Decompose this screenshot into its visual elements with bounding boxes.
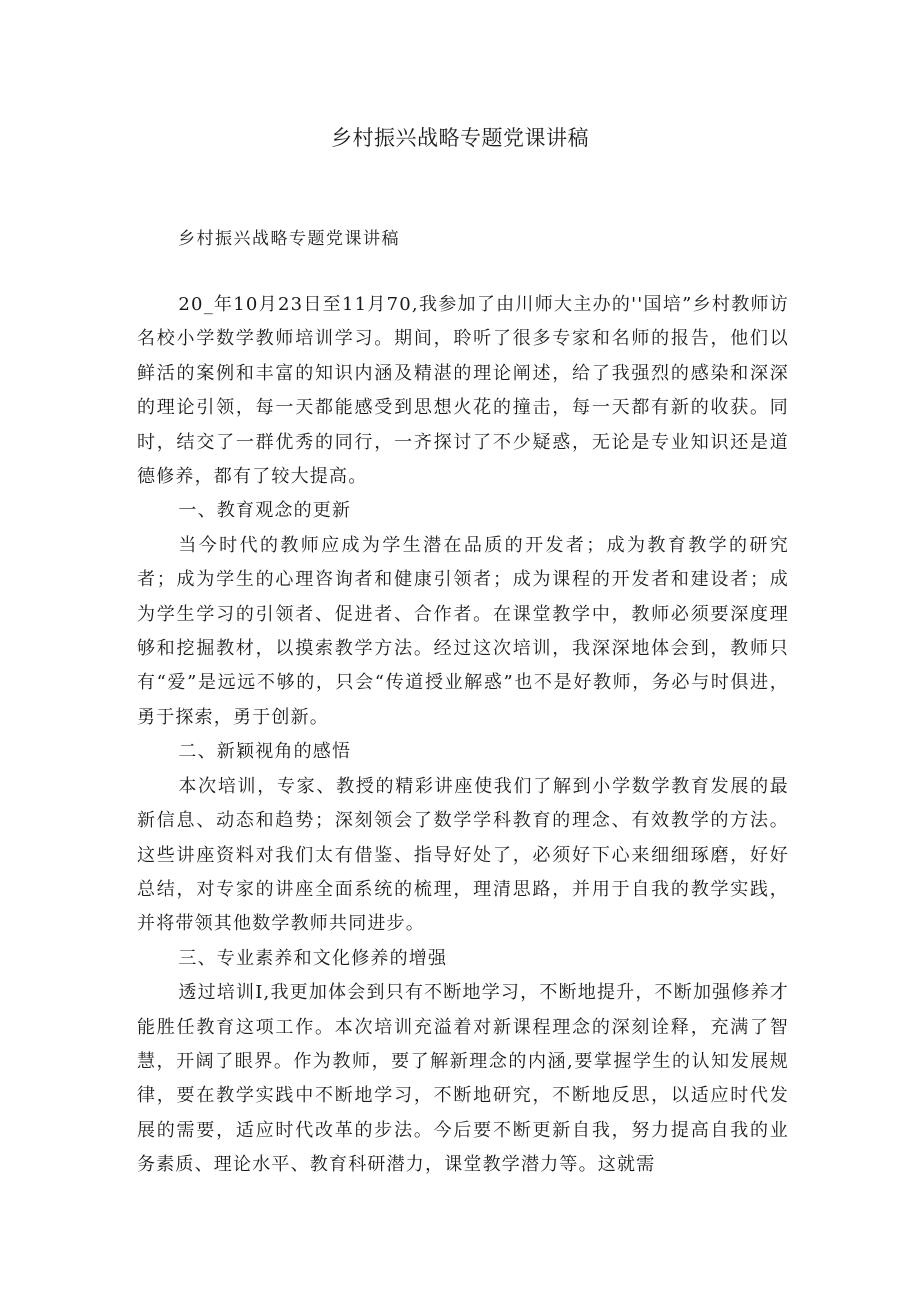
document-title: 乡村振兴战略专题党课讲稿: [331, 126, 589, 150]
section-heading-3: 三、专业素养和文化修养的增强: [178, 947, 448, 969]
section-paragraph-2: 本次培训，专家、教授的精彩讲座使我们了解到小学数学教育发展的最新信息、动态和趋势；深刻领会了数学学科教育的理念、有效教学的方法。这些讲座资料对我们太有借鉴、指导好处了，必须好下心来细细琢磨，好好总结，对专家的讲座全面系统的梳理，理清思路，并用于自我的教学实践，并将带领其他数学教师共同进步。: [137, 775, 789, 935]
section-heading-2: 二、新颖视角的感悟: [178, 741, 352, 763]
section-heading-1: 一、教育观念的更新: [178, 500, 352, 522]
intro-paragraph: 20_年10月23日至11月70,我参加了由川师大主办的''国培”乡村教师访名校小学数学教师培训学习。期间，聆听了很多专家和名师的报告，他们以鲜活的案例和丰富的知识内涵及精湛的理论阐述，给了我强烈的感染和深深的理论引领，每一天都能感受到思想火花的撞击，每一天都有新的收获。同时，结交了一群优秀的同行，一齐探讨了不少疑惑，无论是专业知识还是道德修养，都有了较大提高。: [137, 294, 789, 488]
section-paragraph-1: 当今时代的教师应成为学生潜在品质的开发者；成为教育教学的研究者；成为学生的心理咨询者和健康引领者；成为课程的开发者和建设者；成为学生学习的引领者、促进者、合作者。在课堂教学中，教师必须要深度理够和挖掘教材，以摸索教学方法。经过这次培训，我深深地体会到，教师只有“爱”是远远不够的，只会“传道授业解惑”也不是好教师，务必与时俱进，勇于探索，勇于创新。: [137, 534, 789, 728]
section-paragraph-3: 透过培训I,我更加体会到只有不断地学习，不断地提升，不断加强修养才能胜任教育这项工作。本次培训充溢着对新课程理念的深刻诠释，充满了智慧，开阔了眼界。作为教师，要了解新理念的内涵,要掌握学生的认知发展规律，要在教学实践中不断地学习，不断地研究，不断地反思，以适应时代发展的需要，适应时代改革的步法。今后要不断更新自我，努力提高自我的业务素质、理论水平、教育科研潜力，课堂教学潜力等。这就需: [137, 982, 789, 1176]
document-body: [137, 288, 789, 1183]
document-subtitle: 乡村振兴战略专题党课讲稿: [178, 229, 400, 249]
